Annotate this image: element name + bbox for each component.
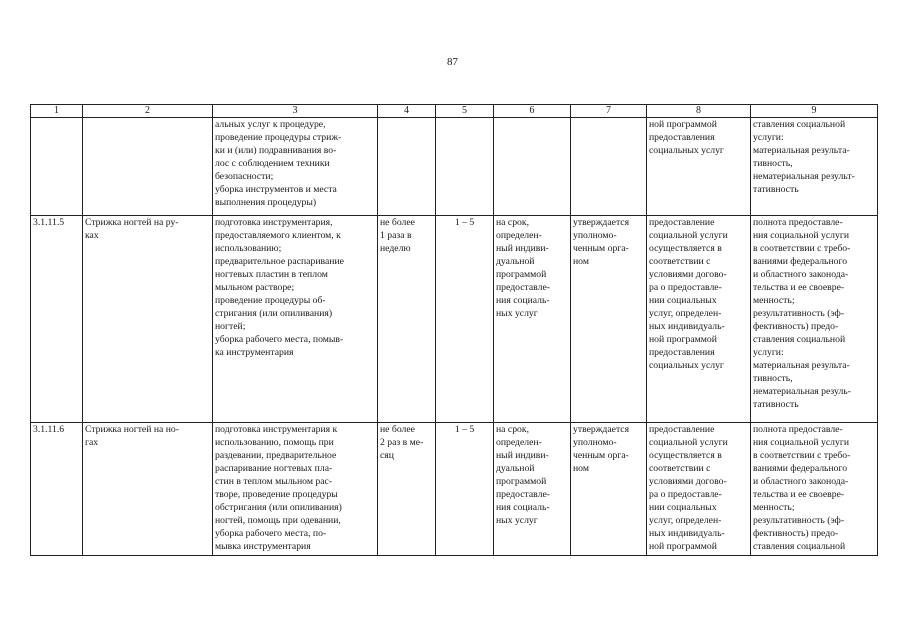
cell-frequency [378, 118, 436, 216]
table-row [31, 423, 878, 556]
cell-term: на срок, определен- ный индиви- дуальной программой предоставле- ния социаль- ных услуг [494, 423, 571, 556]
cell-term: на срок, определен- ный индиви- дуальной программой предоставле- ния социаль- ных услуг [494, 216, 571, 423]
cell-service-content: подготовка инструментария к использованию, помощь при раздевании, предварительное распаривание ногтевых пла- стин в теплом мыльном рас- творе, проведение процедуры обстригания (или опиливания) ногтей, помощь при одевании, уборка рабочего места, по- мывка инструментария [213, 423, 378, 556]
cell-service-content: подготовка инструментария, предоставляемого клиентом, к использованию; предварительное распаривание ногтевых пластин в теплом мыльном растворе; проведение процедуры об- стригания (или опиливания) ногтей; уборка рабочего места, помыв- ка инструментария [213, 216, 378, 423]
cell-frequency: не более 2 раз в ме- сяц [378, 423, 436, 556]
cell-cost [571, 118, 647, 216]
cell-conditions: предоставление социальной услуги осуществляется в соответствии с условиями догово- ра о предоставле- нии социальных услуг, определен- ных индивидуаль- ной программой [647, 423, 751, 556]
cell-indicators: полнота предоставле- ния социальной услуги в соответствии с требо- ваниями федерального и областного законода- тельства и ее своевре- менность; результативность (эф- фективность) предо- ставления социальной услуги: материальная результа- тивность, нематериальная резуль- тативность [751, 216, 878, 423]
cell-service-content: альных услуг к процедуре, проведение процедуры стриж- ки и (или) подравнивания во- лос с соблюдением техники безопасности; уборка инструментов и места выполнения процедуры) [213, 118, 378, 216]
cell-cost: утверждается уполномо- ченным орга- ном [571, 216, 647, 423]
column-header-9: 9 [751, 105, 878, 118]
table-row [31, 216, 878, 423]
cell-indicators: ставления социальной услуги: материальная результа- тивность, нематериальная результ- тативность [751, 118, 878, 216]
cell-conditions: ной программой предоставления социальных услуг [647, 118, 751, 216]
column-header-5: 5 [436, 105, 494, 118]
cell-term [494, 118, 571, 216]
cell-frequency: не более 1 раза в неделю [378, 216, 436, 423]
column-header-3: 3 [213, 105, 378, 118]
column-header-6: 6 [494, 105, 571, 118]
page-number: 87 [447, 56, 458, 68]
cell-service-name: Стрижка ногтей на но- гах [83, 423, 213, 556]
column-header-2: 2 [83, 105, 213, 118]
column-header-1: 1 [31, 105, 83, 118]
cell-code [31, 118, 83, 216]
column-header-8: 8 [647, 105, 751, 118]
cell-service-name: Стрижка ногтей на ру- ках [83, 216, 213, 423]
cell-indicators: полнота предоставле- ния социальной услуги в соответствии с требо- ваниями федерального и областного законода- тельства и ее своевре- менность; результативность (эф- фективность) предо- ставления социальной [751, 423, 878, 556]
cell-cost: утверждается уполномо- ченным орга- ном [571, 423, 647, 556]
cell-conditions: предоставление социальной услуги осуществляется в соответствии с условиями догово- ра о предоставле- нии социальных услуг, определен- ных индивидуаль- ной программой предоставления социальных услуг [647, 216, 751, 423]
cell-quantity: 1 – 5 [436, 216, 494, 423]
table-header-row [31, 105, 878, 118]
cell-quantity [436, 118, 494, 216]
column-header-7: 7 [571, 105, 647, 118]
cell-code: 3.1.11.5 [31, 216, 83, 423]
services-table [30, 104, 878, 556]
cell-service-name [83, 118, 213, 216]
table-row [31, 118, 878, 216]
cell-code: 3.1.11.6 [31, 423, 83, 556]
column-header-4: 4 [378, 105, 436, 118]
cell-quantity: 1 – 5 [436, 423, 494, 556]
